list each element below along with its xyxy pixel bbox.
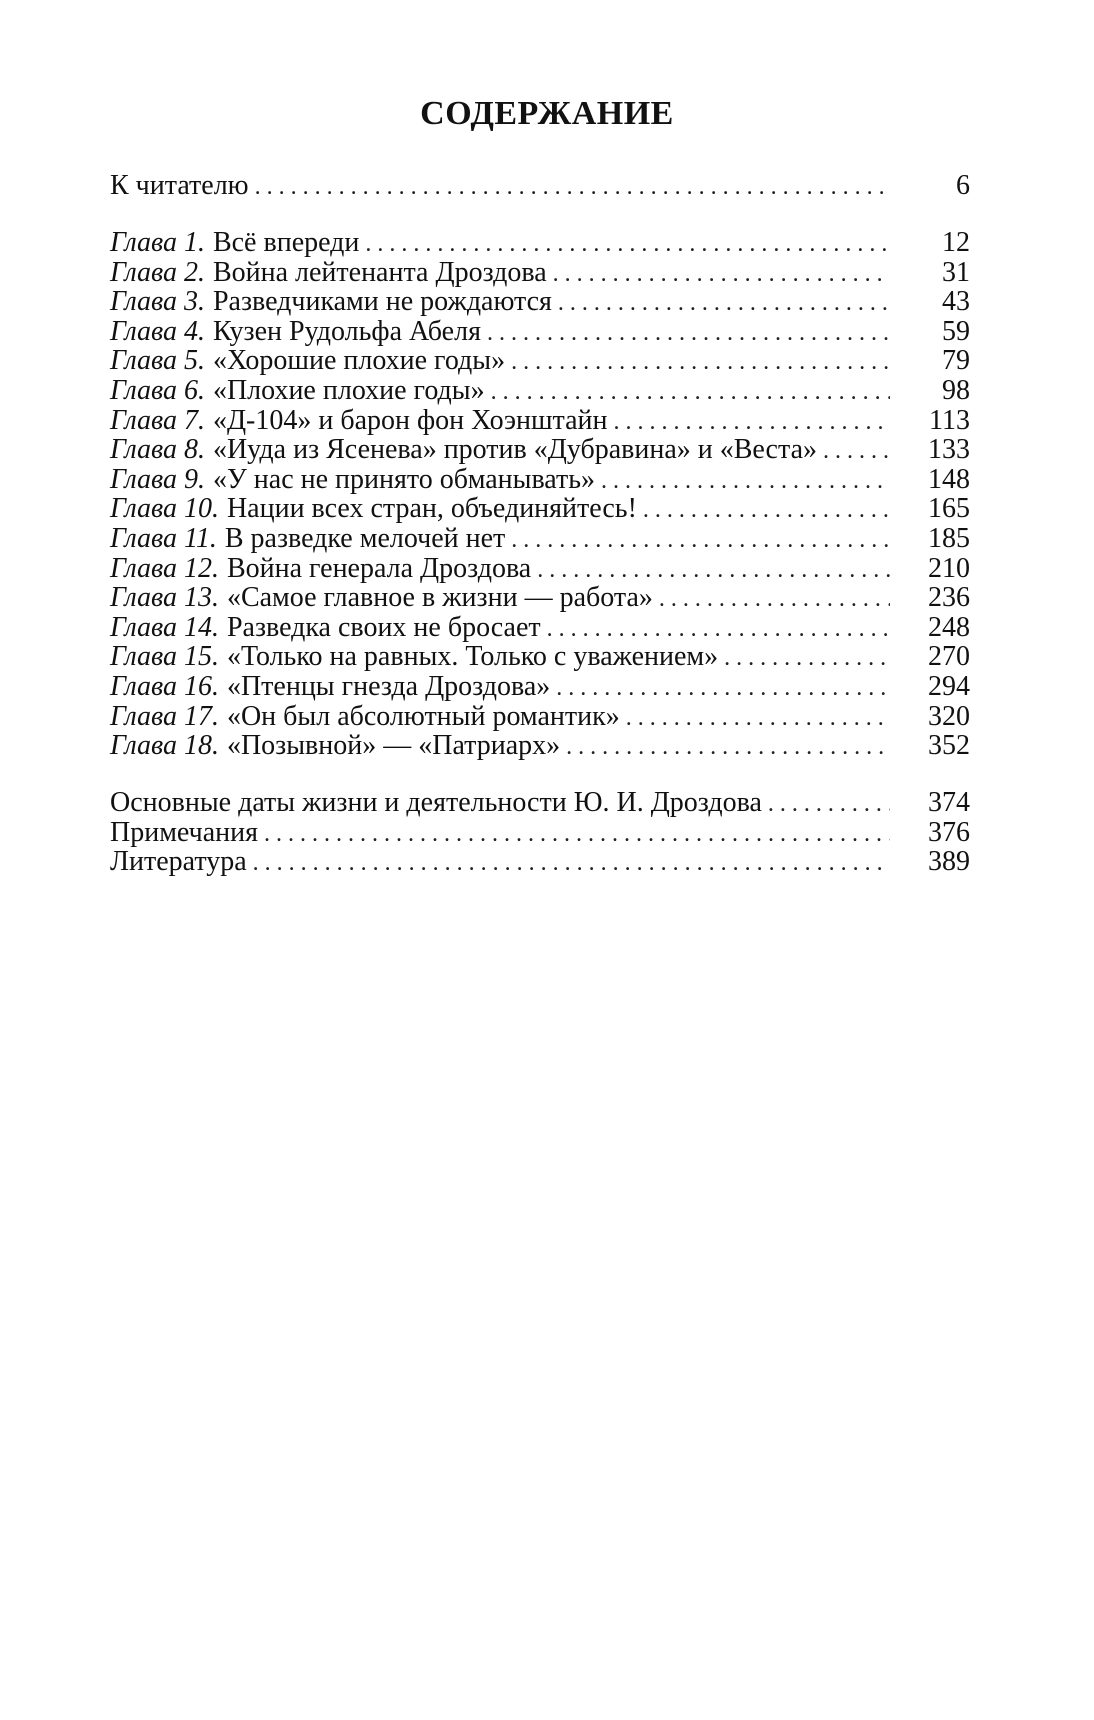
page-number: 43 [942, 286, 970, 318]
dot-leader [601, 467, 890, 497]
entry-title: Всё впереди [212, 227, 360, 258]
dot-leader [491, 378, 890, 408]
toc-entry-text [110, 818, 258, 848]
dot-leader [264, 820, 890, 850]
entry-title: «Позывной» — «Патриарх» [226, 730, 561, 762]
entry-title: «Д-104» и барон фон Хоэнштайн [212, 404, 608, 436]
toc-entry-text [110, 346, 505, 376]
dot-leader [253, 849, 890, 879]
page-number: 98 [942, 374, 970, 406]
chapter-label: Глава 18. [110, 730, 219, 762]
dot-leader [768, 790, 890, 820]
entry-title: Литература [110, 846, 247, 878]
toc-entry[interactable] [110, 406, 970, 436]
chapter-label: Глава 13. [110, 582, 219, 614]
chapter-label: Глава 7. [110, 404, 205, 436]
page-number: 133 [928, 434, 970, 466]
toc-entry[interactable] [110, 583, 970, 613]
toc-entry[interactable] [110, 170, 970, 202]
page-number: 210 [928, 552, 970, 584]
chapter-label: Глава 16. [110, 670, 219, 702]
entry-title: Основные даты жизни и деятельности Ю. И. Дроздова [110, 787, 762, 818]
chapter-label: Глава 8. [110, 434, 205, 466]
dot-leader [643, 496, 890, 526]
toc-entry-text [110, 583, 653, 613]
dot-leader [613, 408, 890, 438]
dot-leader [511, 348, 890, 378]
dot-leader [566, 733, 890, 763]
toc-entry[interactable] [110, 317, 970, 347]
page-number: 374 [928, 787, 970, 818]
entry-title: «Самое главное в жизни — работа» [226, 582, 653, 614]
chapter-label: Глава 2. [110, 256, 205, 288]
toc-entry[interactable] [110, 731, 970, 761]
page-number: 59 [942, 315, 970, 347]
chapter-label: Глава 14. [110, 611, 219, 643]
toc-entry-text [110, 258, 547, 288]
chapter-label: Глава 5. [110, 345, 205, 377]
toc-entry-text [110, 702, 620, 732]
toc-entry[interactable] [110, 228, 970, 258]
dot-leader [556, 674, 890, 704]
entry-title: Война генерала Дроздова [226, 552, 532, 584]
page-number: 6 [956, 170, 970, 201]
toc-entry-text [110, 376, 485, 406]
entry-title: «Только на равных. Только с уважением» [226, 641, 719, 673]
chapter-label: Глава 15. [110, 641, 219, 673]
chapter-label: Глава 1. [110, 227, 205, 258]
page-number: 165 [928, 493, 970, 525]
toc-entry-text [110, 228, 359, 258]
toc-entry-text [110, 494, 637, 524]
toc-entry-text [110, 170, 249, 202]
toc-entry-text [110, 672, 550, 702]
toc-entry[interactable] [110, 524, 970, 554]
toc-entry-text [110, 465, 595, 495]
toc-entry[interactable] [110, 642, 970, 672]
entry-title: «Птенцы гнезда Дроздова» [226, 670, 551, 702]
entry-title: Кузен Рудольфа Абеля [212, 315, 481, 347]
dot-leader [511, 526, 890, 556]
dot-leader [626, 704, 890, 734]
dot-leader [537, 556, 890, 586]
toc-entry[interactable] [110, 494, 970, 524]
page-number: 31 [942, 256, 970, 288]
toc-entry-text [110, 788, 762, 818]
toc-entry-text [110, 435, 817, 465]
entry-title: «Хорошие плохие годы» [212, 345, 506, 377]
toc-chapters-group [110, 228, 970, 761]
dot-leader [823, 437, 890, 467]
chapter-label: Глава 17. [110, 700, 219, 732]
entry-title: Разведчиками не рождаются [212, 286, 552, 318]
dot-leader [365, 230, 890, 260]
chapter-label: Глава 10. [110, 493, 219, 525]
toc-entry-text [110, 613, 541, 643]
dot-leader [659, 585, 890, 615]
toc-appendix-group [110, 788, 970, 877]
chapter-label: Глава 4. [110, 315, 205, 347]
entry-title: Нации всех стран, объединяйтесь! [226, 493, 637, 525]
page-number: 113 [929, 404, 970, 436]
entry-title: В разведке мелочей нет [224, 522, 506, 554]
dot-leader [487, 319, 890, 349]
toc-entry[interactable] [110, 672, 970, 702]
toc-entry[interactable] [110, 613, 970, 643]
toc-entry[interactable] [110, 554, 970, 584]
toc-entry-text [110, 406, 607, 436]
toc-entry-text [110, 287, 552, 317]
chapter-label: Глава 12. [110, 552, 219, 584]
page-number: 12 [942, 227, 970, 258]
entry-title: «Плохие плохие годы» [212, 374, 485, 406]
toc-intro-group [110, 170, 970, 202]
chapter-label: Глава 3. [110, 286, 205, 318]
dot-leader [547, 615, 890, 645]
toc-entry[interactable] [110, 818, 970, 848]
toc-entry[interactable] [110, 287, 970, 317]
toc-entry[interactable] [110, 788, 970, 818]
toc-entry[interactable] [110, 258, 970, 288]
page-number: 148 [928, 463, 970, 495]
toc-entry[interactable] [110, 346, 970, 376]
toc-entry-text [110, 554, 531, 584]
entry-title: Разведка своих не бросает [226, 611, 541, 643]
page-number: 248 [928, 611, 970, 643]
toc-entry-text [110, 524, 505, 554]
entry-title: К читателю [110, 170, 249, 201]
toc-entry-text [110, 847, 247, 877]
toc-entry[interactable] [110, 376, 970, 406]
toc-entry[interactable] [110, 435, 970, 465]
entry-title: «Он был абсолютный романтик» [226, 700, 620, 732]
page-number: 320 [928, 700, 970, 732]
page-number: 79 [942, 345, 970, 377]
dot-leader [558, 289, 890, 319]
toc-entry[interactable] [110, 702, 970, 732]
dot-leader [553, 260, 890, 290]
chapter-label: Глава 11. [110, 522, 217, 554]
toc-entry[interactable] [110, 847, 970, 877]
chapter-label: Глава 9. [110, 463, 205, 495]
page-number: 352 [928, 730, 970, 762]
toc-entry-text [110, 317, 481, 347]
dot-leader [724, 644, 890, 674]
chapter-label: Глава 6. [110, 374, 205, 406]
entry-title: «У нас не принято обманывать» [212, 463, 596, 495]
page-number: 270 [928, 641, 970, 673]
page-number: 236 [928, 582, 970, 614]
page-number: 294 [928, 670, 970, 702]
toc-entry[interactable] [110, 465, 970, 495]
page-number: 376 [928, 816, 970, 848]
page-number: 185 [928, 522, 970, 554]
dot-leader [255, 171, 890, 203]
entry-title: Примечания [110, 816, 259, 848]
page-number: 389 [928, 846, 970, 878]
entry-title: Война лейтенанта Дроздова [212, 256, 547, 288]
toc-entry-text [110, 731, 560, 761]
entry-title: «Иуда из Ясенева» против «Дубравина» и «Веста» [212, 434, 817, 466]
contents-heading: СОДЕРЖАНИЕ [420, 95, 674, 132]
toc-entry-text [110, 642, 718, 672]
